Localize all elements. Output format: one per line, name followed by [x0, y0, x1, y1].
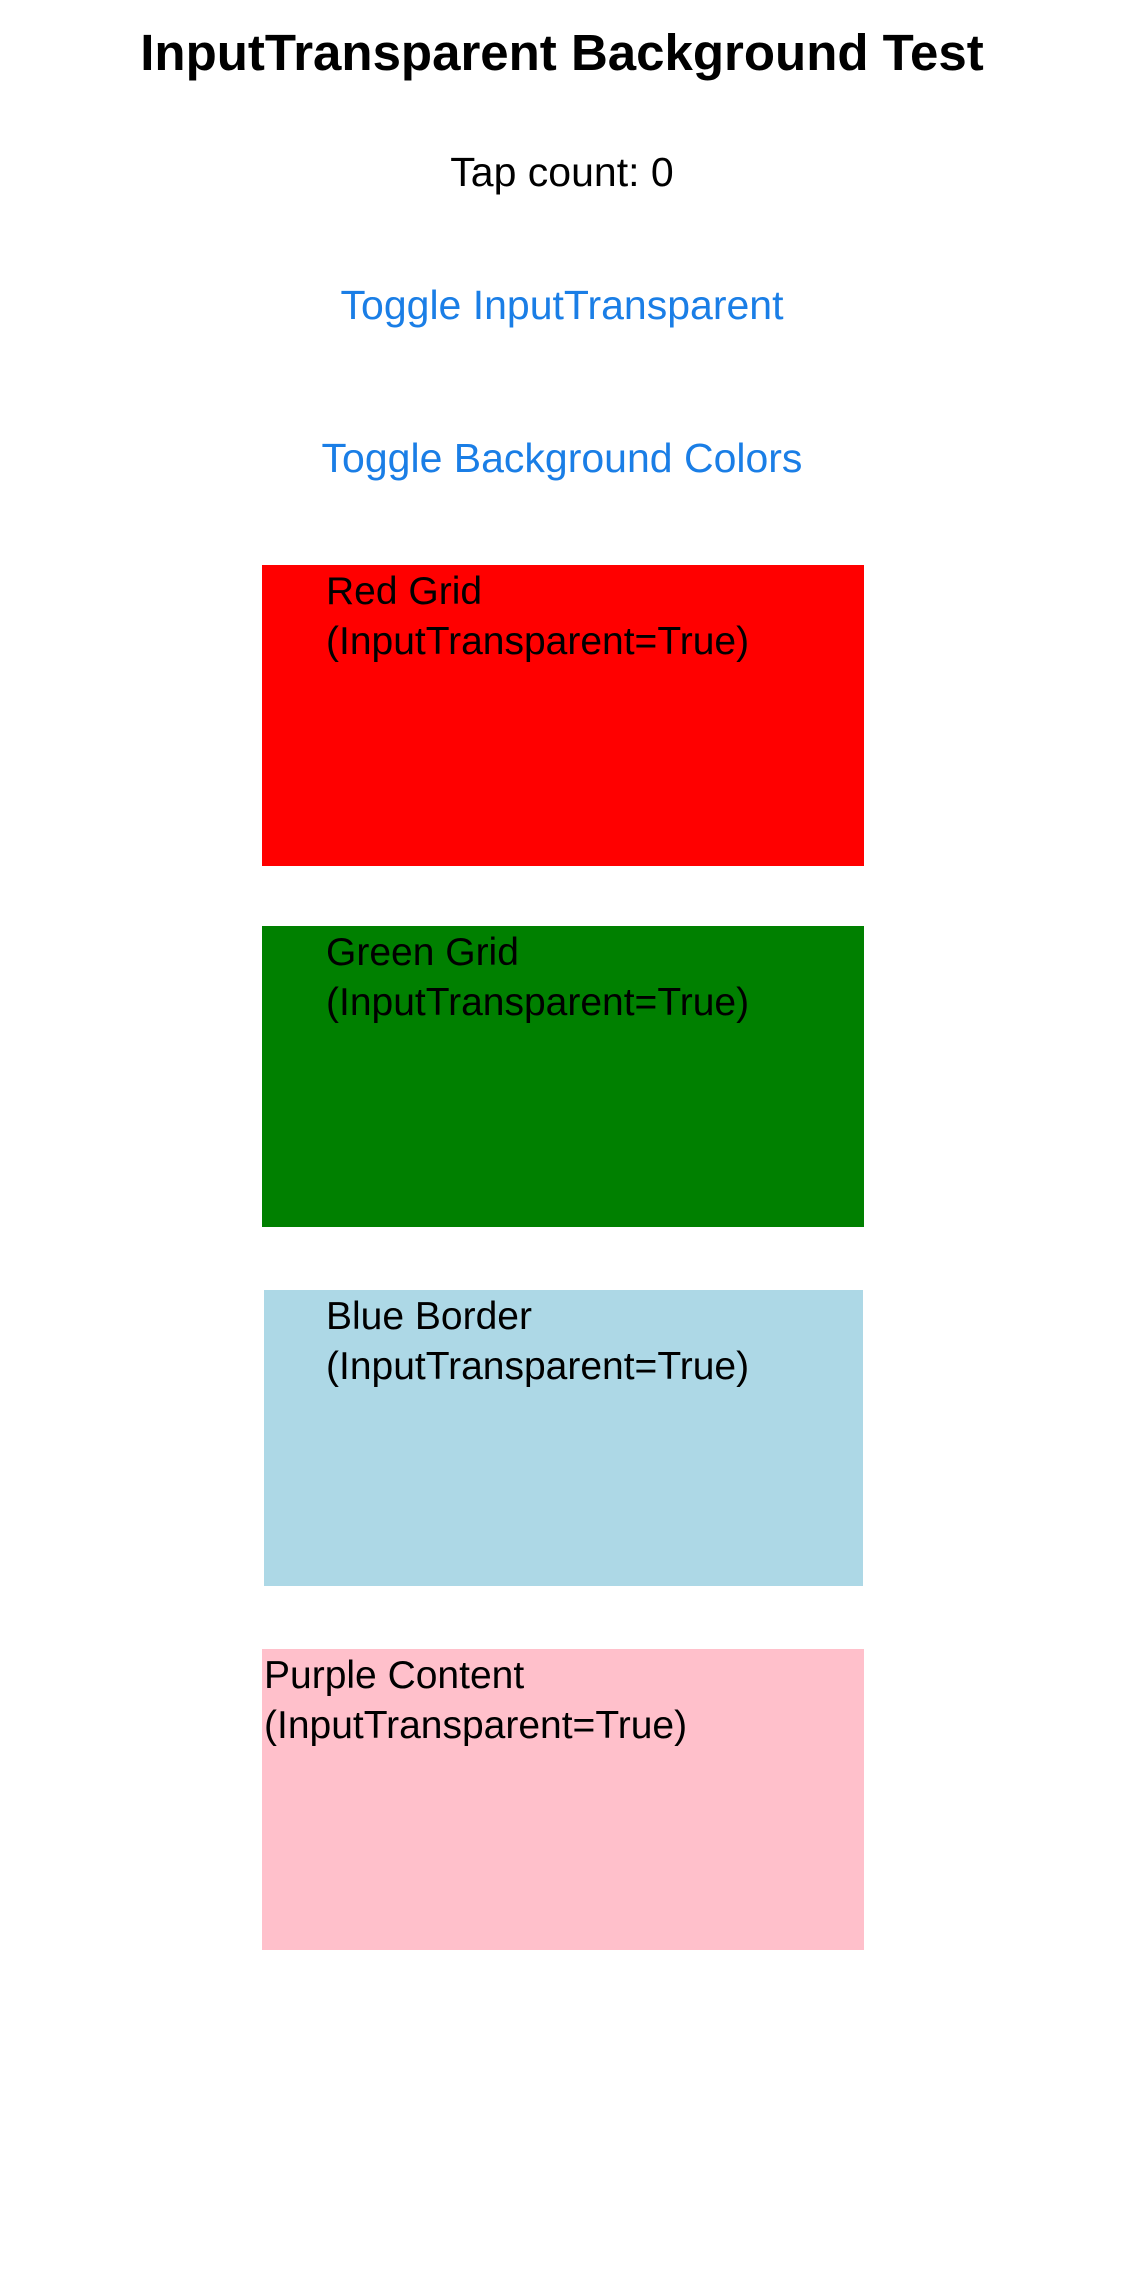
blue-border-subtitle: (InputTransparent=True) — [326, 1345, 750, 1388]
green-grid-label — [326, 928, 749, 1028]
toggle-input-transparent-button[interactable]: Toggle InputTransparent — [0, 278, 1124, 332]
purple-content-title: Purple Content — [264, 1654, 525, 1697]
purple-content-subtitle: (InputTransparent=True) — [264, 1704, 688, 1747]
red-grid-subtitle: (InputTransparent=True) — [326, 620, 750, 663]
blue-border[interactable] — [264, 1290, 863, 1586]
page-title: InputTransparent Background Test — [140, 24, 984, 81]
red-grid-label — [326, 567, 749, 667]
red-grid[interactable] — [262, 565, 864, 866]
purple-content[interactable] — [262, 1649, 864, 1950]
tap-count-label: Tap count: 0 — [450, 149, 674, 195]
red-grid-title: Red Grid — [326, 570, 483, 613]
green-grid[interactable] — [262, 926, 864, 1227]
green-grid-title: Green Grid — [326, 931, 519, 974]
green-grid-subtitle: (InputTransparent=True) — [326, 981, 750, 1024]
toggle-background-colors-button[interactable]: Toggle Background Colors — [0, 431, 1124, 485]
blue-border-label — [326, 1292, 749, 1392]
purple-content-label — [264, 1651, 687, 1751]
blue-border-title: Blue Border — [326, 1295, 532, 1338]
